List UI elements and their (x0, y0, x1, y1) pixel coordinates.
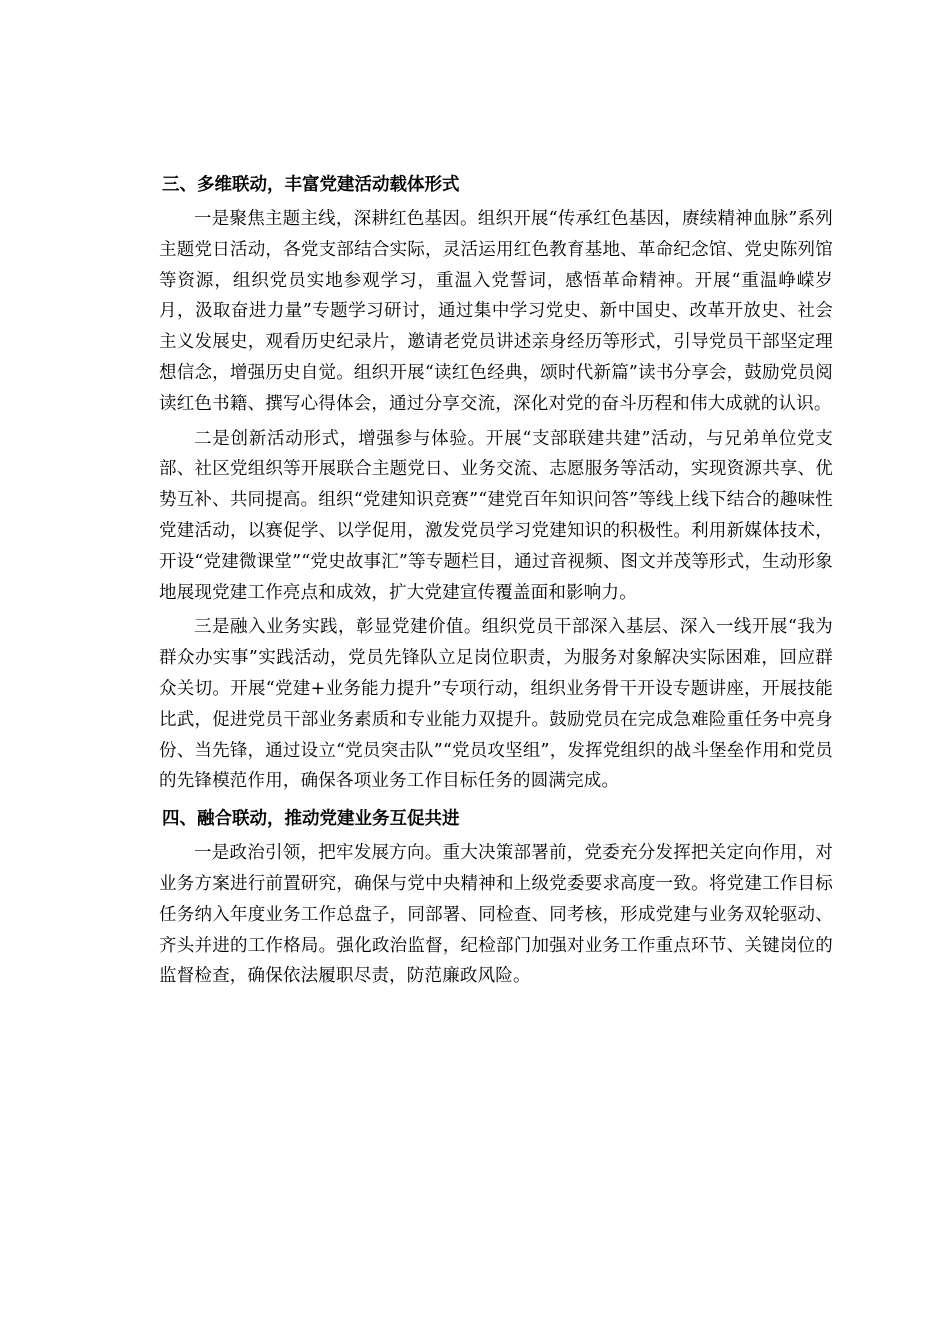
section-3-paragraph-3: 三是融入业务实践，彰显党建价值。组织党员干部深入基层、深入一线开展“我为群众办实事”实践活动，党员先锋队立足岗位职责，为服务对象解决实际困难，回应群众关切。开展“党建+业务能力提升”专项行动，组织业务骨干开设专题讲座，开展技能比武，促进党员干部业务素质和专业能力双提升。鼓励党员在完成急难险重任务中亮身份、当先锋，通过设立“党员突击队”“党员攻坚组”，发挥党组织的战斗堡垒作用和党员的先锋模范作用，确保各项业务工作目标任务的圆满完成。 (159, 617, 833, 792)
section-3-paragraph-2: 二是创新活动形式，增强参与体验。开展“支部联建共建”活动，与兄弟单位党支部、社区党组织等开展联合主题党日、业务交流、志愿服务等活动，实现资源共享、优势互补、共同提高。组织“党建知识竞赛”“建党百年知识问答”等线上线下结合的趣味性党建活动，以赛促学、以学促用，激发党员学习党建知识的积极性。利用新媒体技术，开设“党建微课堂”“党史故事汇”等专题栏目，通过音视频、图文并茂等形式，生动形象地展现党建工作亮点和成效，扩大党建宣传覆盖面和影响力。 (159, 428, 833, 603)
section-3-heading: 三、多维联动，丰富党建活动载体形式 (162, 175, 460, 195)
document-page (159, 167, 833, 996)
section-4-paragraph-1: 一是政治引领，把牢发展方向。重大决策部署前，党委充分发挥把关定向作用，对业务方案进行前置研究，确保与党中央精神和上级党委要求高度一致。将党建工作目标任务纳入年度业务工作总盘子，同部署、同检查、同考核，形成党建与业务双轮驱动、齐头并进的工作格局。强化政治监督，纪检部门加强对业务工作重点环节、关键岗位的监督检查，确保依法履职尽责，防范廉政风险。 (159, 843, 833, 987)
section-4-heading: 四、融合联动，推动党建业务互促共进 (162, 809, 460, 830)
section-3-paragraph-1: 一是聚焦主题主线，深耕红色基因。组织开展“传承红色基因，赓续精神血脉”系列主题党日活动，各党支部结合实际，灵活运用红色教育基地、革命纪念馆、党史陈列馆等资源，组织党员实地参观学习，重温入党誓词，感悟革命精神。开展“重温峥嵘岁月，汲取奋进力量”专题学习研讨，通过集中学习党史、新中国史、改革开放史、社会主义发展史，观看历史纪录片，邀请老党员讲述亲身经历等形式，引导党员干部坚定理想信念，增强历史自觉。组织开展“读红色经典，颂时代新篇”读书分享会，鼓励党员阅读红色书籍、撰写心得体会，通过分享交流，深化对党的奋斗历程和伟大成就的认识。 (159, 209, 833, 414)
